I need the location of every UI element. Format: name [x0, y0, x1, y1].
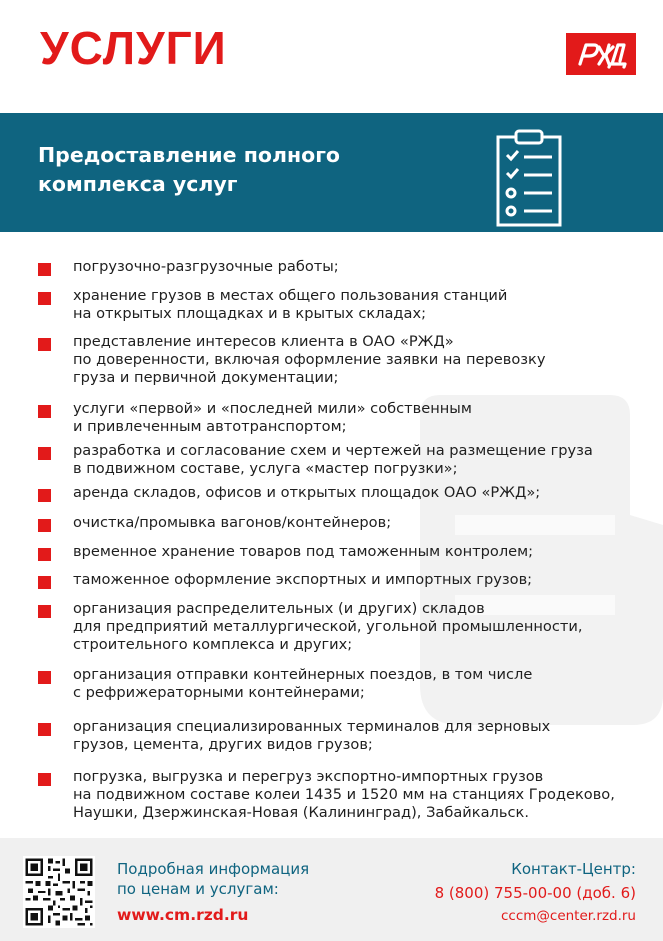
- banner: [0, 113, 663, 232]
- bullet-square-icon: [38, 548, 51, 561]
- bullet-square-icon: [38, 773, 51, 786]
- phone-number[interactable]: 8 (800) 755-00-00 (доб. 6): [434, 884, 636, 902]
- email-link[interactable]: cccm@center.rzd.ru: [500, 908, 636, 924]
- qr-code-icon[interactable]: [23, 856, 95, 928]
- bullet-square-icon: [38, 447, 51, 460]
- bullet-square-icon: [38, 338, 51, 351]
- bullet-square-icon: [38, 489, 51, 502]
- clipboard-checklist-icon: [488, 127, 568, 227]
- bullet-square-icon: [38, 576, 51, 589]
- bullet-square-icon: [38, 263, 51, 276]
- bullet-square-icon: [38, 605, 51, 618]
- bullet-square-icon: [38, 723, 51, 736]
- bullet-square-icon: [38, 671, 51, 684]
- page-title: УСЛУГИ: [40, 22, 227, 74]
- bullet-square-icon: [38, 405, 51, 418]
- info-label: Подробная информация по ценам и услугам:: [117, 860, 310, 898]
- footer: [0, 838, 663, 941]
- contact-center-label: Контакт-Центр:: [511, 860, 636, 878]
- banner-heading: Предоставление полного комплекса услуг: [38, 143, 341, 196]
- rzd-logo-icon: [566, 33, 636, 75]
- bullet-square-icon: [38, 519, 51, 532]
- bullet-square-icon: [38, 292, 51, 305]
- rzd-logo: [566, 33, 636, 75]
- website-link[interactable]: www.cm.rzd.ru: [117, 906, 249, 924]
